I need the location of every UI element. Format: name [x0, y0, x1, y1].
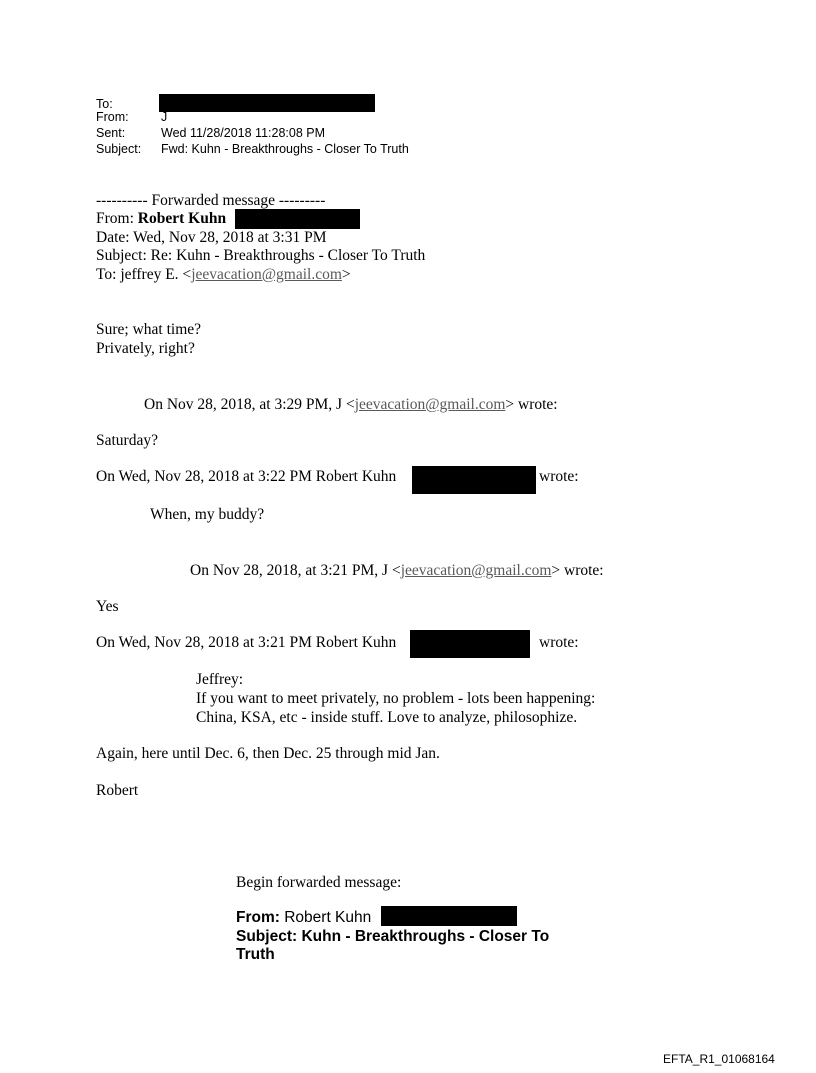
forwarded-divider: ---------- Forwarded message ---------: [96, 192, 326, 209]
sent-label: Sent:: [96, 126, 126, 140]
from-label: From:: [96, 110, 129, 124]
quote-1-suffix: > wrote:: [505, 396, 558, 413]
forwarded-subject: Subject: Re: Kuhn - Breakthroughs - Closer To Truth: [96, 247, 426, 264]
quote-header-3: [190, 562, 604, 580]
forwarded-to-suffix: >: [341, 266, 351, 283]
from-value: J: [161, 110, 168, 124]
redacted-from-email: [235, 209, 360, 229]
forwarded-from-prefix: From:: [96, 210, 138, 227]
forwarded-to-prefix: To: jeffrey E. <: [96, 266, 192, 283]
jeffrey-line-2: China, KSA, etc - inside stuff. Love to analyze, philosophize.: [196, 709, 578, 726]
quote-3-prefix: On Nov 28, 2018, at 3:21 PM, J <: [190, 562, 401, 579]
quote-1-prefix: On Nov 28, 2018, at 3:29 PM, J <: [144, 396, 355, 413]
forwarded-date: Date: Wed, Nov 28, 2018 at 3:31 PM: [96, 229, 327, 246]
reply-line-1: Sure; what time?: [96, 321, 202, 338]
begin-forwarded-subject-line-1: Subject: Kuhn - Breakthroughs - Closer To: [236, 928, 550, 945]
quote-header-2-suffix: wrote:: [539, 468, 579, 485]
reply-line-2: Privately, right?: [96, 340, 195, 357]
saturday-text: Saturday?: [96, 432, 158, 449]
forwarded-from: [96, 210, 226, 228]
signature: Robert: [96, 782, 139, 799]
to-label: To:: [96, 97, 113, 111]
when-text: When, my buddy?: [150, 506, 265, 523]
quote-1-email-link[interactable]: jeevacation@gmail.com: [354, 396, 506, 413]
quote-header-2-prefix: On Wed, Nov 28, 2018 at 3:22 PM Robert Kuhn: [96, 468, 397, 485]
begin-forwarded-from-value: Robert Kuhn: [279, 909, 372, 926]
quote-3-email-link[interactable]: jeevacation@gmail.com: [400, 562, 552, 579]
quote-header-4-suffix: wrote:: [539, 634, 579, 651]
forwarded-to-email-link[interactable]: jeevacation@gmail.com: [191, 266, 342, 283]
subject-label: Subject:: [96, 142, 142, 156]
forwarded-to: [96, 266, 351, 284]
sent-value: Wed 11/28/2018 11:28:08 PM: [161, 126, 326, 140]
quote-header-1: [144, 396, 558, 414]
quote-3-suffix: > wrote:: [551, 562, 604, 579]
begin-forwarded-from-label: From:: [236, 909, 280, 926]
begin-forwarded-label: Begin forwarded message:: [236, 874, 402, 891]
redacted-quote-4-email: [410, 630, 530, 658]
yes-text: Yes: [96, 598, 119, 615]
document-id-footer: EFTA_R1_01068164: [663, 1052, 775, 1066]
jeffrey-greeting: Jeffrey:: [196, 671, 244, 688]
again-text: Again, here until Dec. 6, then Dec. 25 through mid Jan.: [96, 745, 440, 762]
redacted-begin-forwarded-email: [381, 906, 517, 926]
subject-value: Fwd: Kuhn - Breakthroughs - Closer To Truth: [161, 142, 409, 156]
redacted-to: [159, 94, 375, 112]
begin-forwarded-from: [236, 909, 371, 927]
quote-header-4-prefix: On Wed, Nov 28, 2018 at 3:21 PM Robert Kuhn: [96, 634, 397, 651]
begin-forwarded-subject-line-2: Truth: [236, 946, 275, 963]
jeffrey-line-1: If you want to meet privately, no problem - lots been happening:: [196, 690, 596, 707]
forwarded-from-name: Robert Kuhn: [137, 210, 227, 227]
redacted-quote-2-email: [412, 466, 536, 494]
